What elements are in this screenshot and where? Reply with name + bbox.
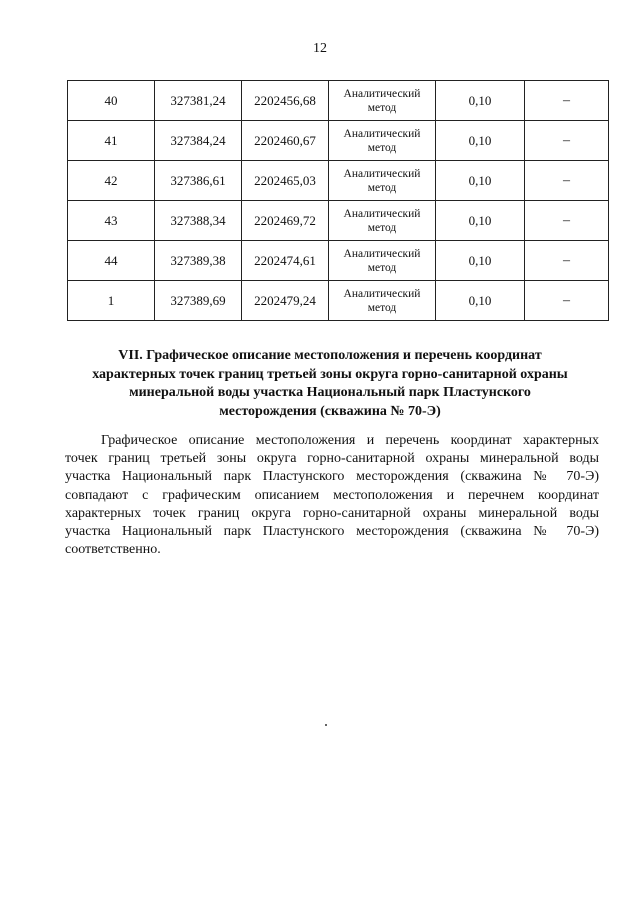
x-coordinate-cell: 327386,61 bbox=[155, 161, 242, 201]
table-row bbox=[68, 281, 609, 321]
table-row bbox=[68, 201, 609, 241]
x-coordinate-cell: 327389,69 bbox=[155, 281, 242, 321]
table-row bbox=[68, 121, 609, 161]
method-text-line1: Аналитический bbox=[343, 127, 421, 140]
paragraph-line: совпадают с графическим описанием местоположения и перечнем координат bbox=[65, 487, 599, 503]
method-text-line2: метод bbox=[367, 221, 397, 234]
heading-line: характерных точек границ третьей зоны округа горно-санитарной охраны bbox=[92, 366, 568, 382]
paragraph-line: Графическое описание местоположения и перечень координат характерных bbox=[101, 433, 599, 448]
y-coordinate-cell: 2202465,03 bbox=[242, 161, 329, 201]
note-cell: – bbox=[525, 161, 609, 201]
x-coordinate-cell: 327381,24 bbox=[155, 81, 242, 121]
page-number: 12 bbox=[313, 41, 327, 56]
y-coordinate-cell: 2202469,72 bbox=[242, 201, 329, 241]
scan-speck bbox=[325, 724, 327, 726]
y-coordinate-cell: 2202456,68 bbox=[242, 81, 329, 121]
coordinates-table bbox=[67, 80, 609, 321]
error-cell: 0,10 bbox=[436, 81, 525, 121]
note-cell: – bbox=[525, 121, 609, 161]
point-number-cell: 40 bbox=[68, 81, 155, 121]
method-text-line2: метод bbox=[367, 101, 397, 114]
error-cell: 0,10 bbox=[436, 121, 525, 161]
paragraph-line: точек границ третьей зоны округа горно-санитарной охраны минеральной воды bbox=[65, 451, 599, 467]
method-text-line1: Аналитический bbox=[343, 287, 421, 300]
note-cell: – bbox=[525, 201, 609, 241]
method-cell bbox=[329, 201, 436, 241]
paragraph-line: участка Национальный парк Пластунского месторождения (скважина № 70-Э) bbox=[65, 469, 599, 485]
x-coordinate-cell: 327388,34 bbox=[155, 201, 242, 241]
method-text-line1: Аналитический bbox=[343, 87, 421, 100]
method-text-line2: метод bbox=[367, 301, 397, 314]
method-cell bbox=[329, 161, 436, 201]
y-coordinate-cell: 2202479,24 bbox=[242, 281, 329, 321]
heading-line: месторождения (скважина № 70-Э) bbox=[219, 403, 441, 419]
paragraph-line: характерных точек границ округа горно-санитарной охраны минеральной воды bbox=[65, 505, 599, 521]
method-cell bbox=[329, 281, 436, 321]
method-text-line2: метод bbox=[367, 141, 397, 154]
point-number-cell: 44 bbox=[68, 241, 155, 281]
paragraph-line: участка Национальный парк Пластунского месторождения (скважина № 70-Э) bbox=[65, 524, 599, 540]
error-cell: 0,10 bbox=[436, 281, 525, 321]
method-cell bbox=[329, 121, 436, 161]
note-cell: – bbox=[525, 281, 609, 321]
table-row bbox=[68, 241, 609, 281]
method-cell bbox=[329, 81, 436, 121]
body-paragraph bbox=[65, 432, 599, 559]
x-coordinate-cell: 327384,24 bbox=[155, 121, 242, 161]
y-coordinate-cell: 2202474,61 bbox=[242, 241, 329, 281]
method-text-line2: метод bbox=[367, 181, 397, 194]
point-number-cell: 43 bbox=[68, 201, 155, 241]
error-cell: 0,10 bbox=[436, 241, 525, 281]
method-text-line1: Аналитический bbox=[343, 167, 421, 180]
point-number-cell: 42 bbox=[68, 161, 155, 201]
heading-line: минеральной воды участка Национальный парк Пластунского bbox=[129, 385, 531, 400]
method-cell bbox=[329, 241, 436, 281]
table-row bbox=[68, 161, 609, 201]
error-cell: 0,10 bbox=[436, 161, 525, 201]
note-cell: – bbox=[525, 241, 609, 281]
table-row bbox=[68, 81, 609, 121]
method-text-line1: Аналитический bbox=[343, 207, 421, 220]
error-cell: 0,10 bbox=[436, 201, 525, 241]
section-heading bbox=[60, 347, 600, 421]
y-coordinate-cell: 2202460,67 bbox=[242, 121, 329, 161]
heading-line: VII. Графическое описание местоположения и перечень координат bbox=[118, 348, 542, 363]
method-text-line1: Аналитический bbox=[343, 247, 421, 260]
x-coordinate-cell: 327389,38 bbox=[155, 241, 242, 281]
paragraph-line: соответственно. bbox=[65, 542, 161, 558]
note-cell: – bbox=[525, 81, 609, 121]
point-number-cell: 41 bbox=[68, 121, 155, 161]
point-number-cell: 1 bbox=[68, 281, 155, 321]
method-text-line2: метод bbox=[367, 261, 397, 274]
